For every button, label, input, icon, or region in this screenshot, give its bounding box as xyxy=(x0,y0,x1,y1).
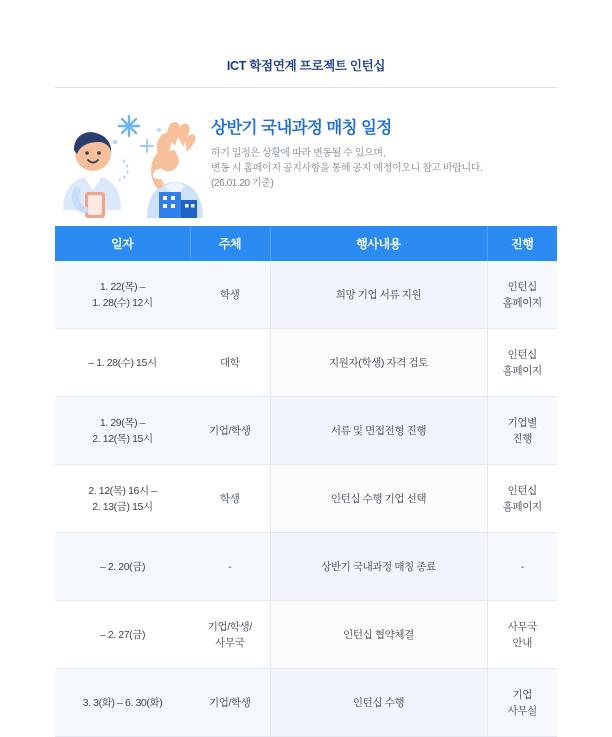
cell-date-line: 1. 28(수) 12시 xyxy=(92,296,153,309)
cell-date xyxy=(55,397,190,465)
cell-detail xyxy=(270,465,487,533)
hero-description xyxy=(211,146,482,191)
cell-detail-line: 상반기 국내과정 매칭 종료 xyxy=(321,560,436,573)
cell-progress-line: 홈페이지 xyxy=(502,364,542,377)
cell-progress-line: 기업별 xyxy=(507,416,537,429)
hero-text-block xyxy=(205,106,482,191)
cell-progress-line: 사무실 xyxy=(507,704,537,717)
column-header-date: 일자 xyxy=(55,226,190,261)
cell-detail xyxy=(270,261,487,329)
cell-detail-line: 서류 및 면접전형 진행 xyxy=(330,424,427,437)
table-row xyxy=(55,261,557,329)
cell-progress xyxy=(487,601,557,669)
table-row xyxy=(55,533,557,601)
cell-subject-line: 기업/학생/ xyxy=(207,620,252,633)
cell-detail xyxy=(270,669,487,737)
cell-subject-line: - xyxy=(228,560,232,573)
cell-detail-line: 지원자(학생) 자격 검토 xyxy=(329,356,428,369)
cell-date-line: – 1. 28(수) 15시 xyxy=(88,356,157,369)
cell-date xyxy=(55,261,190,329)
cell-progress-line: 진행 xyxy=(512,432,532,445)
cell-subject xyxy=(190,465,270,533)
cell-progress-line: 홈페이지 xyxy=(502,500,542,513)
cell-progress xyxy=(487,669,557,737)
cell-subject xyxy=(190,601,270,669)
cell-progress-line: 인턴십 xyxy=(507,348,537,361)
cell-progress-line: 기업 xyxy=(512,688,532,701)
schedule-table-wrap xyxy=(0,218,612,737)
cell-progress xyxy=(487,329,557,397)
cell-progress-line: - xyxy=(520,560,524,573)
cell-progress-line: 인턴십 xyxy=(507,484,537,497)
cell-subject-line: 대학 xyxy=(220,356,240,369)
cell-date-line: 1. 29(목) – xyxy=(99,416,146,429)
cell-date xyxy=(55,601,190,669)
cell-progress-line: 사무국 xyxy=(507,620,537,633)
cell-date-line: 3. 3(화) – 6. 30(화) xyxy=(82,696,163,709)
page-title: ICT 학점연계 프로젝트 인턴십 xyxy=(226,59,386,73)
cell-progress-line: 인턴십 xyxy=(507,280,537,293)
cell-date xyxy=(55,533,190,601)
cell-progress xyxy=(487,397,557,465)
column-header-detail: 행사내용 xyxy=(270,226,487,261)
table-row xyxy=(55,397,557,465)
cell-date xyxy=(55,329,190,397)
table-header-row xyxy=(55,226,557,261)
hero-section xyxy=(0,88,612,218)
cell-subject xyxy=(190,669,270,737)
cell-detail xyxy=(270,397,487,465)
cell-detail xyxy=(270,329,487,397)
cell-progress-line: 안내 xyxy=(512,636,532,649)
hero-description-line-1: 하기 일정은 상황에 따라 변동될 수 있으며, xyxy=(211,148,386,159)
cell-progress xyxy=(487,533,557,601)
cell-subject-line: 학생 xyxy=(220,492,240,505)
cell-subject xyxy=(190,261,270,329)
cell-date xyxy=(55,669,190,737)
cell-subject-line: 기업/학생 xyxy=(209,696,251,709)
column-header-subject: 주체 xyxy=(190,226,270,261)
cell-date-line: 2. 12(목) 15시 xyxy=(92,432,153,445)
hero-description-line-3: (26.01.20 기준) xyxy=(211,178,274,189)
hero-description-line-2: 변동 시 홈페이지 공지사항을 통해 공지 예정이오니 참고 바랍니다. xyxy=(211,163,483,174)
cell-date xyxy=(55,465,190,533)
cell-detail-line: 희망 기업 서류 지원 xyxy=(335,288,422,301)
cell-date-line: – 2. 27(금) xyxy=(99,628,146,641)
cell-detail-line: 인턴십 수행 xyxy=(352,696,405,709)
cell-progress-line: 홈페이지 xyxy=(502,296,542,309)
page-header xyxy=(0,0,612,88)
column-header-progress: 진행 xyxy=(487,226,557,261)
cell-detail-line: 인턴십 협약체결 xyxy=(343,628,414,641)
cell-detail-line: 인턴십 수행 기업 선택 xyxy=(330,492,427,505)
cell-subject xyxy=(190,397,270,465)
cell-subject-line: 기업/학생 xyxy=(209,424,251,437)
cell-detail xyxy=(270,533,487,601)
cell-subject xyxy=(190,533,270,601)
cell-subject-line: 학생 xyxy=(220,288,240,301)
cell-date-line: – 2. 20(금) xyxy=(99,560,146,573)
cell-progress xyxy=(487,261,557,329)
cell-detail xyxy=(270,601,487,669)
cell-date-line: 2. 12(목) 16시 – xyxy=(88,484,157,497)
cell-date-line: 2. 13(금) 15시 xyxy=(92,500,153,513)
people-waving-illustration xyxy=(55,106,205,218)
table-row xyxy=(55,465,557,533)
hero-title: 상반기 국내과정 매칭 일정 xyxy=(211,119,392,137)
cell-subject-line: 사무국 xyxy=(215,636,245,649)
cell-subject xyxy=(190,329,270,397)
table-row xyxy=(55,329,557,397)
cell-date-line: 1. 22(목) – xyxy=(99,280,146,293)
table-row xyxy=(55,669,557,737)
schedule-table xyxy=(55,226,557,737)
cell-progress xyxy=(487,465,557,533)
table-row xyxy=(55,601,557,669)
